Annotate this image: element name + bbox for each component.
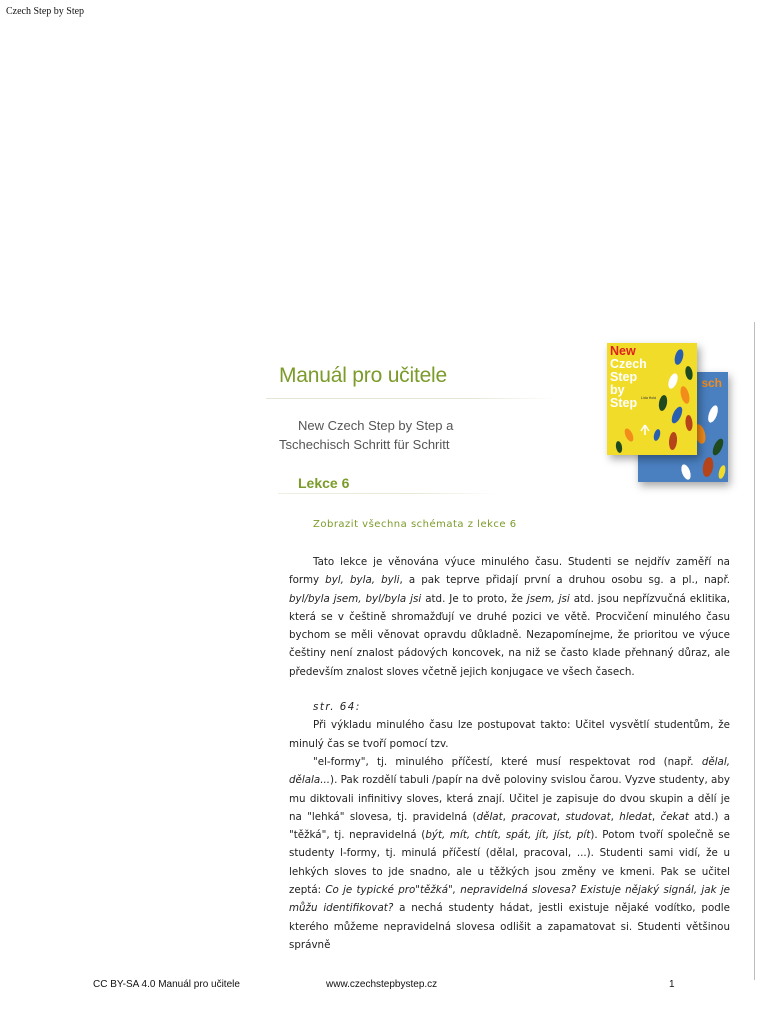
italic-run: dělal, dělala... [289, 755, 730, 787]
italic-run: čekat [660, 810, 689, 823]
document-title: Manuál pro učitele [279, 364, 447, 387]
text-run: atd.) a "těžká", tj. nepravidelná ( [289, 810, 731, 842]
italic-run: byl/byla jsem, byl/byla jsi [289, 592, 422, 605]
footer-url-link[interactable]: www.czechstepbystep.cz [326, 979, 438, 990]
text-run: "el-formy", tj. minulého příčestí, které musí respektovat rod (např. [313, 755, 702, 768]
text-run: ). Pak rozdělí tabuli /papír na dvě poloviny svislou čarou. Vyzve studenty, aby mu diktovali infinitivy sloves, která znají. Učitel je zapisuje do dvou skupin a dělí je na "lehká" slovesa, tj. pravidelná ( [289, 774, 730, 823]
text-run: , [610, 810, 620, 823]
lesson-underline [278, 493, 500, 494]
paragraph-method: Při výkladu minulého času lze postupovat takto: Učitel vysvětlí studentům, že minulý čas se tvoří pomocí tzv. [289, 719, 730, 750]
show-schemes-link[interactable]: Zobrazit všechna schémata z lekce 6 [313, 519, 517, 530]
italic-run: byl, byla, byli [325, 574, 400, 587]
cover-title-step-2: Step [610, 396, 638, 410]
front-cover-title [610, 345, 647, 410]
document-subtitle [279, 416, 453, 454]
page-header-title: Czech Step by Step [6, 6, 85, 17]
text-run: , a pak teprve přidají první a druhou osobu sg. a pl., např. [399, 574, 731, 587]
text-run: atd. jsou nepřízvučná eklitika, která se v češtině shromažďují ve druhé pozici ve větě. Procvičení minulého času bychom se měli věnovat opravdu důkladně. Nezapomínejme, že prioritou ve výuce češtiny není znalost pádových koncovek, na niž se často klade přehnaný důraz, ale především znalost sloves včetně jejich konjugace ve všech časech. [289, 592, 730, 678]
footer-page-number: 1 [669, 979, 675, 990]
italic-run: být, mít, chtít, spát, jít, jíst, pít [425, 829, 591, 842]
page-divider-line [754, 322, 755, 980]
text-run: Tato lekce je věnována výuce minulého času. Studenti se nejdřív zaměří na formy [289, 556, 730, 587]
footer-license: CC BY-SA 4.0 Manuál pro učitele [93, 979, 240, 990]
cover-title-by: by [610, 383, 625, 397]
italic-run: studovat [565, 810, 611, 823]
italic-run: hledat [619, 810, 652, 823]
paragraph-intro [289, 553, 730, 681]
italic-run: Co je typické pro"těžká", nepravidelná slovesa? Existuje nějaký signál, jak je můžu identifikovat? [289, 884, 730, 915]
cover-title-czech: Czech [610, 357, 647, 371]
cover-author: Lída Holá [641, 396, 656, 400]
back-cover-title-fragment: sch [701, 376, 722, 390]
subtitle-line-1: New Czech Step by Step a [298, 418, 454, 433]
title-underline [266, 398, 556, 399]
subtitle-line-2: Tschechisch Schritt für Schritt [279, 437, 450, 452]
text-run: ). Potom tvoří společně se studenty l-formy, tj. minulá příčestí (dělal, pracoval, ...). Studenti sami vidí, že u lehkých sloves to jde snadno, ale u těžkých jsou změny ve kmeni. Pak se učitel zeptá: [289, 829, 730, 897]
italic-run: dělat [476, 810, 503, 823]
lesson-heading: Lekce 6 [298, 475, 350, 491]
italic-run: pracovat [511, 810, 557, 823]
cover-title-new: New [610, 344, 636, 358]
paragraph-el-forms [289, 753, 730, 954]
text-run: , [651, 810, 661, 823]
text-run: atd. Je to proto, že [421, 592, 527, 605]
book-cover-czech [607, 343, 697, 455]
text-run: , [556, 810, 566, 823]
italic-run: jsem, jsi [526, 592, 570, 605]
text-run: , [502, 810, 512, 823]
text-run: a nechá studenty hádat, jestli existuje nějaké vodítko, podle kterého můžeme nepravidelná slovesa odlišit a zapamatovat si. Studenti většinou správně [289, 902, 730, 951]
page-reference: str. 64: [313, 701, 361, 714]
paragraph-gap [289, 681, 730, 698]
document-body [289, 553, 730, 954]
cover-title-step: Step [610, 370, 638, 384]
